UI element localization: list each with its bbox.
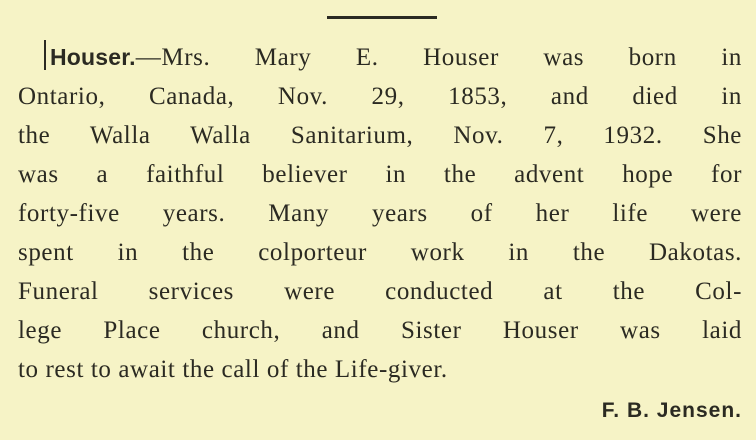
obituary-body (18, 38, 742, 389)
author-signature: F. B. Jensen. (601, 399, 742, 422)
obituary-line-last: to rest to await the call of the Life-giver. (18, 356, 448, 383)
obituary-line: Ontario, Canada, Nov. 29, 1853, and died in (18, 83, 742, 110)
obituary-line-text: —Mrs. Mary E. Houser was born in (135, 44, 742, 71)
obituary-line: was a faithful believer in the advent hope for (18, 161, 742, 188)
obituary-surname: Houser. (50, 44, 136, 70)
top-divider-rule (327, 16, 437, 19)
obituary-line: spent in the colporteur work in the Dakotas. (18, 239, 742, 266)
obituary-line: forty-five years. Many years of her life were (18, 200, 742, 227)
obituary-line (18, 38, 742, 77)
obituary-line: lege Place church, and Sister Houser was laid (18, 317, 742, 344)
obituary-line: the Walla Walla Sanitarium, Nov. 7, 1932. She (18, 122, 742, 149)
obituary-line: Funeral services were conducted at the Col- (18, 278, 742, 305)
